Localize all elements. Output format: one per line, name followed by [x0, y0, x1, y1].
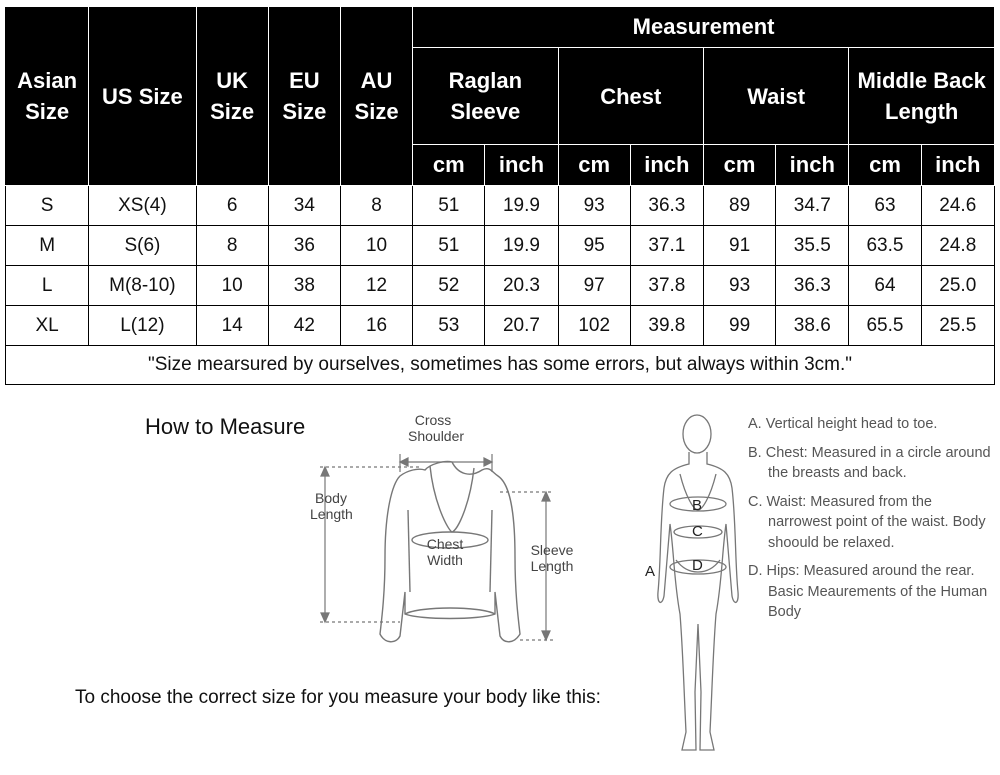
- table-cell: 93: [558, 186, 630, 226]
- table-cell: 25.5: [921, 306, 994, 346]
- table-cell: 89: [703, 186, 775, 226]
- header-middle-back-length: Middle Back Length: [849, 48, 995, 145]
- marker-d: D: [692, 557, 703, 574]
- unit-header: cm: [558, 145, 630, 186]
- table-cell: S(6): [89, 226, 196, 266]
- how-to-measure-section: [0, 392, 1000, 775]
- table-cell: 91: [703, 226, 775, 266]
- table-cell: 8: [196, 226, 268, 266]
- table-cell: 65.5: [849, 306, 921, 346]
- unit-header: inch: [776, 145, 849, 186]
- table-cell: 36.3: [630, 186, 703, 226]
- header-asian-size: Asian Size: [6, 7, 89, 186]
- table-cell: M: [6, 226, 89, 266]
- table-cell: 53: [413, 306, 485, 346]
- table-cell: 25.0: [921, 266, 994, 306]
- measurement-legend: [748, 414, 998, 631]
- unit-header: inch: [485, 145, 558, 186]
- table-cell: 34: [268, 186, 340, 226]
- table-cell: 36: [268, 226, 340, 266]
- table-cell: 19.9: [485, 226, 558, 266]
- header-raglan-sleeve: Raglan Sleeve: [413, 48, 558, 145]
- table-cell: 102: [558, 306, 630, 346]
- size-chart-table: [5, 6, 995, 385]
- table-cell: 97: [558, 266, 630, 306]
- measurement-note: "Size mearsured by ourselves, sometimes has some errors, but always within 3cm.": [6, 346, 995, 385]
- header-uk-size: UK Size: [196, 7, 268, 186]
- header-measurement: Measurement: [413, 7, 995, 48]
- unit-header: cm: [703, 145, 775, 186]
- table-cell: 93: [703, 266, 775, 306]
- table-cell: 51: [413, 186, 485, 226]
- table-cell: 95: [558, 226, 630, 266]
- table-cell: 42: [268, 306, 340, 346]
- table-cell: S: [6, 186, 89, 226]
- table-row: [6, 306, 995, 346]
- legend-item-c: C. Waist: Measured from the narrowest point of the waist. Body shoould be relaxed.: [748, 493, 986, 551]
- header-chest: Chest: [558, 48, 703, 145]
- table-cell: 19.9: [485, 186, 558, 226]
- header-us-size: US Size: [89, 7, 196, 186]
- how-to-measure-title: How to Measure: [145, 414, 306, 439]
- marker-a: A: [645, 563, 656, 580]
- body-length-label: Body Length: [310, 490, 353, 522]
- legend-item-a: A. Vertical height head to toe.: [748, 416, 938, 432]
- table-cell: 52: [413, 266, 485, 306]
- header-waist: Waist: [703, 48, 848, 145]
- table-cell: 20.7: [485, 306, 558, 346]
- sleeve-length-label: Sleeve Length: [530, 542, 574, 574]
- table-cell: 63.5: [849, 226, 921, 266]
- table-cell: 24.6: [921, 186, 994, 226]
- table-cell: L: [6, 266, 89, 306]
- table-cell: 34.7: [776, 186, 849, 226]
- unit-header: inch: [921, 145, 994, 186]
- table-cell: 35.5: [776, 226, 849, 266]
- table-cell: 20.3: [485, 266, 558, 306]
- table-row: [6, 226, 995, 266]
- table-cell: 63: [849, 186, 921, 226]
- choose-size-instruction: To choose the correct size for you measure your body like this:: [75, 687, 601, 708]
- table-cell: 38: [268, 266, 340, 306]
- table-cell: 51: [413, 226, 485, 266]
- table-cell: XL: [6, 306, 89, 346]
- table-cell: 64: [849, 266, 921, 306]
- table-cell: M(8-10): [89, 266, 196, 306]
- table-cell: L(12): [89, 306, 196, 346]
- table-row: [6, 266, 995, 306]
- marker-c: C: [692, 523, 703, 540]
- table-cell: 14: [196, 306, 268, 346]
- marker-b: B: [692, 497, 703, 514]
- body-outline: [658, 415, 738, 750]
- table-cell: 39.8: [630, 306, 703, 346]
- table-cell: 10: [340, 226, 412, 266]
- table-cell: 38.6: [776, 306, 849, 346]
- table-cell: XS(4): [89, 186, 196, 226]
- legend-item-d: D. Hips: Measured around the rear. Basic Meaurements of the Human Body: [748, 563, 988, 620]
- table-cell: 36.3: [776, 266, 849, 306]
- unit-header: inch: [630, 145, 703, 186]
- table-cell: 16: [340, 306, 412, 346]
- table-cell: 99: [703, 306, 775, 346]
- header-au-size: AU Size: [340, 7, 412, 186]
- cross-shoulder-label: Cross Shoulder: [408, 412, 465, 444]
- table-row: [6, 186, 995, 226]
- table-cell: 12: [340, 266, 412, 306]
- table-cell: 6: [196, 186, 268, 226]
- table-cell: 24.8: [921, 226, 994, 266]
- legend-item-b: B. Chest: Measured in a circle around the breasts and back.: [748, 444, 991, 481]
- table-cell: 37.8: [630, 266, 703, 306]
- unit-header: cm: [413, 145, 485, 186]
- unit-header: cm: [849, 145, 921, 186]
- table-cell: 10: [196, 266, 268, 306]
- chest-width-label: Chest Width: [426, 536, 464, 568]
- table-cell: 8: [340, 186, 412, 226]
- header-eu-size: EU Size: [268, 7, 340, 186]
- table-cell: 37.1: [630, 226, 703, 266]
